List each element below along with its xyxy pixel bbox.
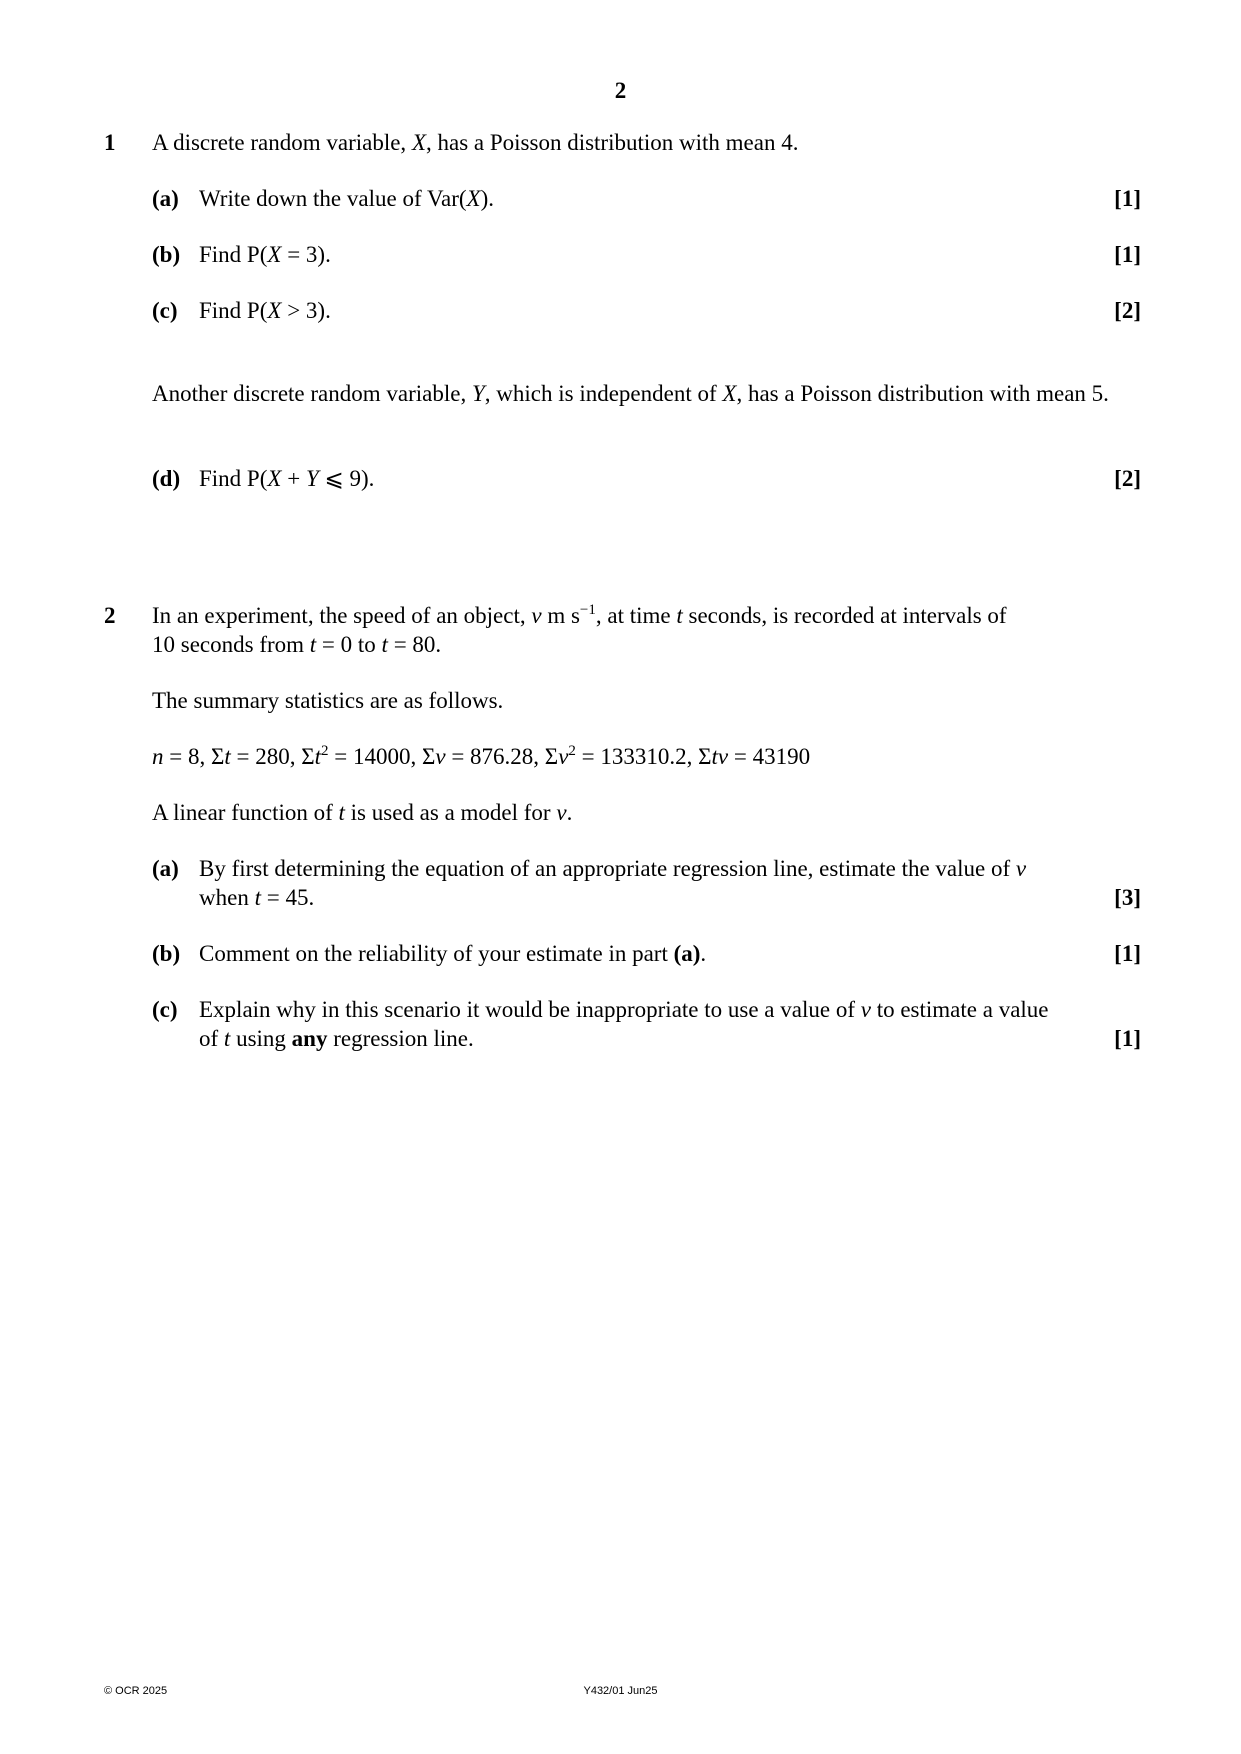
q1a-text: Write down the value of Var(X). xyxy=(199,186,495,211)
q2-summary-stats: n = 8, Σt = 280, $\Sigma t^2 = 14000$, Σv = 876.28, $\Sigma v^2 = 133310.2$, Σtv = 43190 xyxy=(152,743,811,769)
q1d-text: Find P(X + Y ⩽ 9). xyxy=(199,466,375,491)
q2b-label: (b) xyxy=(152,941,181,966)
q1-intro-y: Another discrete random variable, Y, which is independent of X, has a Poisson distribution with mean 5. xyxy=(152,381,1109,406)
question-2-number: 2 xyxy=(104,603,116,628)
q2-summary-intro: The summary statistics are as follows. xyxy=(152,688,504,713)
q1d-label: (d) xyxy=(152,466,181,491)
q2a-marks: [3] xyxy=(1114,885,1141,910)
footer-copyright: © OCR 2025 xyxy=(104,1685,168,1697)
q2a-label: (a) xyxy=(152,856,179,881)
page-number: 2 xyxy=(614,78,627,103)
footer-paper-code: Y432/01 Jun25 xyxy=(583,1685,658,1697)
q2a-text: By first determining the equation of an appropriate regression line, estimate the value of v when t = 45. xyxy=(199,856,1027,910)
q2c-label: (c) xyxy=(152,997,178,1022)
q1c-marks: [2] xyxy=(1114,298,1141,323)
q1d-marks: [2] xyxy=(1114,466,1141,491)
q1a-marks: [1] xyxy=(1114,186,1141,211)
question-1-number: 1 xyxy=(104,130,116,155)
q1c-label: (c) xyxy=(152,298,178,323)
q2-model: A linear function of t is used as a model for v. xyxy=(152,800,573,825)
question-1-stem: A discrete random variable, X, has a Poisson distribution with mean 4. xyxy=(152,130,799,155)
q1c-text: Find P(X > 3). xyxy=(199,298,331,323)
q2b-marks: [1] xyxy=(1114,941,1141,966)
q1b-marks: [1] xyxy=(1114,242,1141,267)
q1b-text: Find P(X = 3). xyxy=(199,242,331,267)
q1b-label: (b) xyxy=(152,242,181,267)
q1a-label: (a) xyxy=(152,186,179,211)
q2c-text: Explain why in this scenario it would be inappropriate to use a value of v to estimate a value of t using any regression line. xyxy=(199,997,1049,1051)
question-2-stem: In an experiment, the speed of an object, v m $s^{-1}$, at time t seconds, is recorded at intervals of 10 seconds from t = 0 to t = 80. xyxy=(152,602,1007,657)
q2b-text: Comment on the reliability of your estimate in part (a). xyxy=(199,941,707,966)
q2c-marks: [1] xyxy=(1114,1026,1141,1051)
